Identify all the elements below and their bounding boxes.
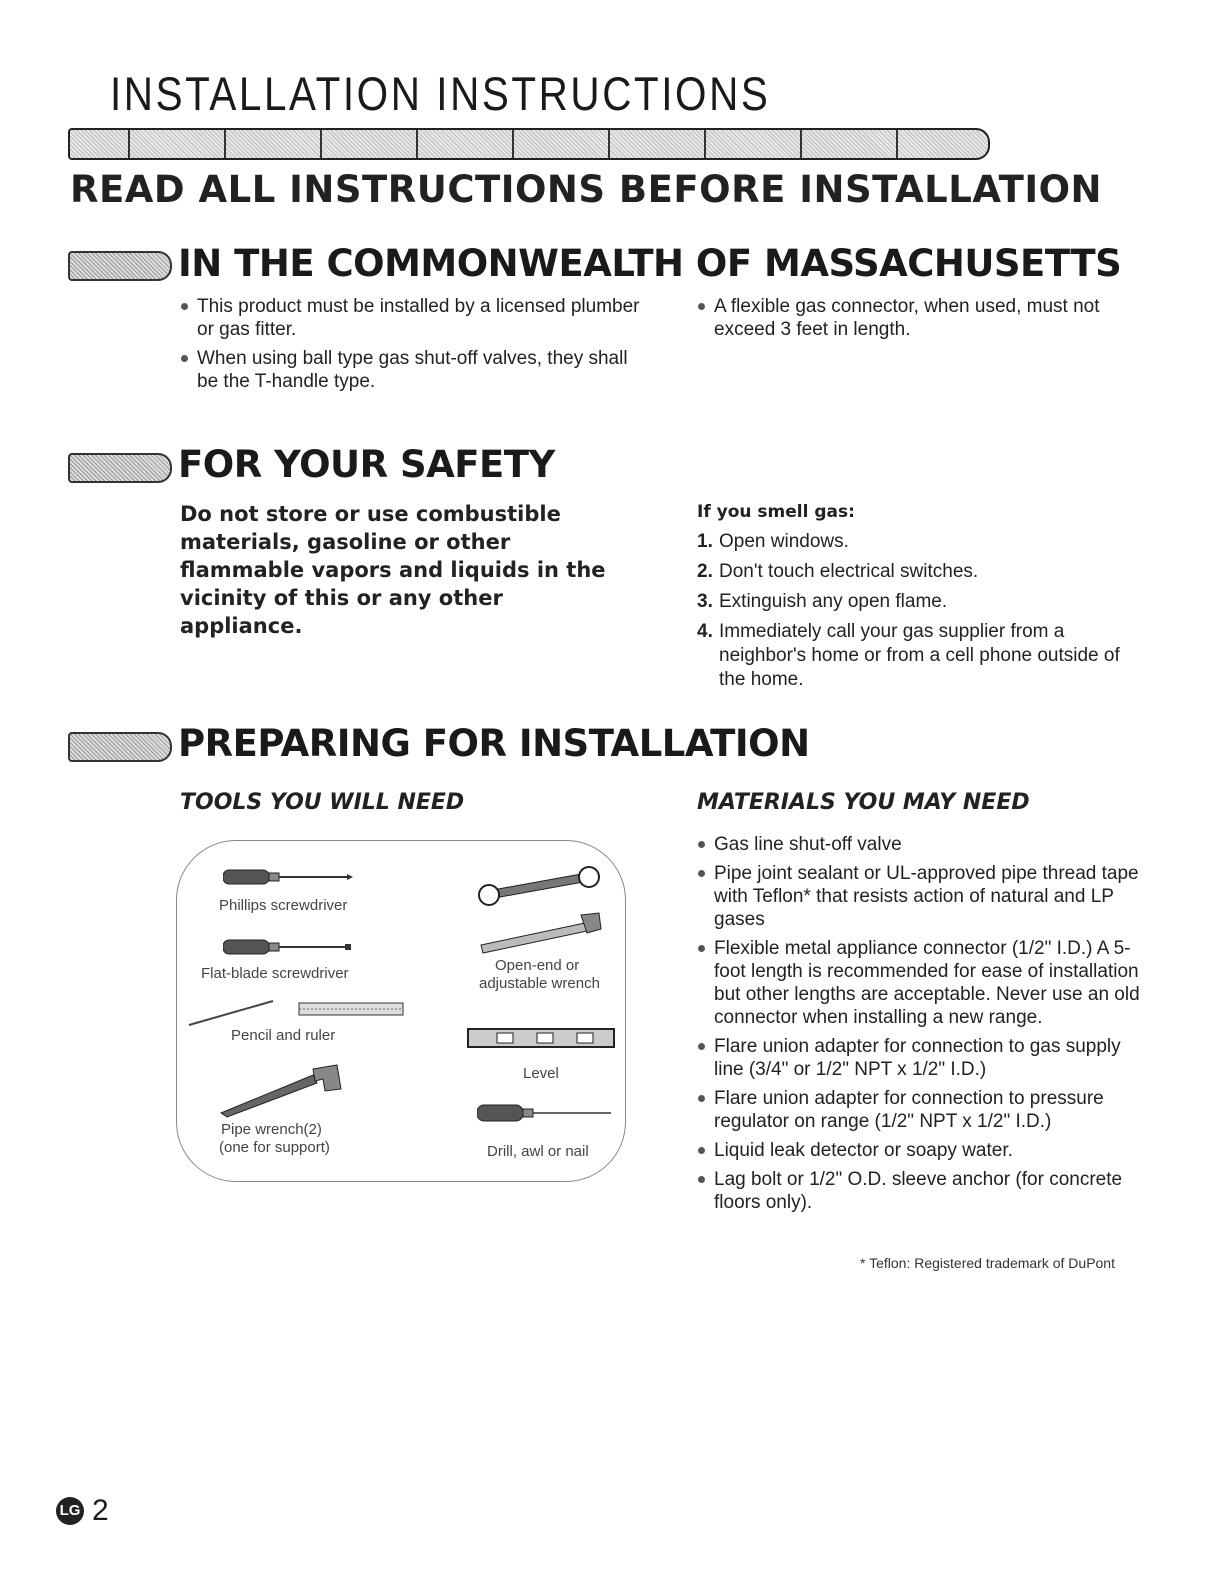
step-text: Open windows. (719, 531, 849, 552)
title-bar-decoration (68, 128, 990, 160)
step-number: 2. (697, 561, 713, 582)
phillips-screwdriver-icon (223, 867, 353, 887)
open-end-wrench-icon (477, 855, 607, 955)
tool-label: (one for support) (219, 1139, 330, 1156)
tool-label: adjustable wrench (479, 975, 600, 992)
tool-label: Drill, awl or nail (487, 1143, 589, 1160)
tool-label: Level (523, 1065, 559, 1082)
list-item (697, 560, 1147, 584)
tool-label: Pipe wrench(2) (221, 1121, 322, 1138)
smell-gas-steps (697, 530, 1147, 698)
pipe-wrench-icon (217, 1059, 357, 1119)
tool-label: Phillips screwdriver (219, 897, 348, 914)
massachusetts-heading: IN THE COMMONWEALTH OF MASSACHUSETTS (178, 242, 1122, 285)
tools-illustration-box (176, 840, 626, 1182)
massachusetts-right-list (697, 295, 1147, 347)
section-pill-icon (68, 732, 172, 762)
list-item (697, 530, 1147, 554)
safety-heading: FOR YOUR SAFETY (178, 443, 555, 486)
materials-heading: MATERIALS YOU MAY NEED (697, 790, 1030, 815)
massachusetts-left-list (180, 295, 640, 399)
page-title: INSTALLATION INSTRUCTIONS (110, 67, 771, 120)
list-item: Gas line shut-off valve (697, 833, 1147, 856)
preparing-heading: PREPARING FOR INSTALLATION (178, 722, 810, 765)
flat-screwdriver-icon (223, 937, 353, 957)
tool-label: Open-end or (495, 957, 580, 974)
list-item: Flare union adapter for connection to pressure regulator on range (1/2" NPT x 1/2" I.D.) (697, 1087, 1147, 1133)
safety-warning: Do not store or use combustible materials, gasoline or other flammable vapors and liquids in the vicinity of this or any other appliance. (180, 502, 606, 638)
tool-label: Pencil and ruler (231, 1027, 336, 1044)
tool-label: Flat-blade screwdriver (201, 965, 349, 982)
page-footer (56, 1494, 109, 1528)
read-all-banner: READ ALL INSTRUCTIONS BEFORE INSTALLATION (70, 168, 1103, 211)
list-item: Flexible metal appliance connector (1/2" I.D.) A 5-foot length is recommended for ease of installation but other lengths are acceptable. Never use an old connector when installing a new range. (697, 937, 1147, 1029)
step-number: 1. (697, 531, 713, 552)
awl-icon (477, 1101, 617, 1125)
list-item: A flexible gas connector, when used, must not exceed 3 feet in length. (697, 295, 1147, 341)
teflon-footnote: * Teflon: Registered trademark of DuPont (860, 1255, 1115, 1271)
step-text: Extinguish any open flame. (719, 591, 948, 612)
smell-gas-heading: If you smell gas: (697, 502, 855, 522)
section-pill-icon (68, 453, 172, 483)
level-icon (467, 1027, 617, 1051)
list-item: Lag bolt or 1/2" O.D. sleeve anchor (for concrete floors only). (697, 1168, 1147, 1214)
list-item: This product must be installed by a licensed plumber or gas fitter. (180, 295, 640, 341)
list-item: Pipe joint sealant or UL-approved pipe thread tape with Teflon* that resists action of natural and LP gases (697, 862, 1147, 931)
list-item: When using ball type gas shut-off valves, they shall be the T-handle type. (180, 347, 640, 393)
list-item: Liquid leak detector or soapy water. (697, 1139, 1147, 1162)
tools-heading: TOOLS YOU WILL NEED (180, 790, 465, 815)
list-item (697, 620, 1147, 692)
lg-logo-icon: LG (56, 1497, 84, 1525)
materials-list (697, 833, 1147, 1220)
step-number: 3. (697, 591, 713, 612)
step-text: Immediately call your gas supplier from a neighbor's home or from a cell phone outside of the home. (719, 621, 1120, 690)
pencil-ruler-icon (187, 993, 407, 1029)
page-number: 2 (92, 1494, 109, 1527)
step-text: Don't touch electrical switches. (719, 561, 979, 582)
list-item (697, 590, 1147, 614)
step-number: 4. (697, 621, 713, 642)
list-item: Flare union adapter for connection to gas supply line (3/4" or 1/2" NPT x 1/2" I.D.) (697, 1035, 1147, 1081)
section-pill-icon (68, 251, 172, 281)
